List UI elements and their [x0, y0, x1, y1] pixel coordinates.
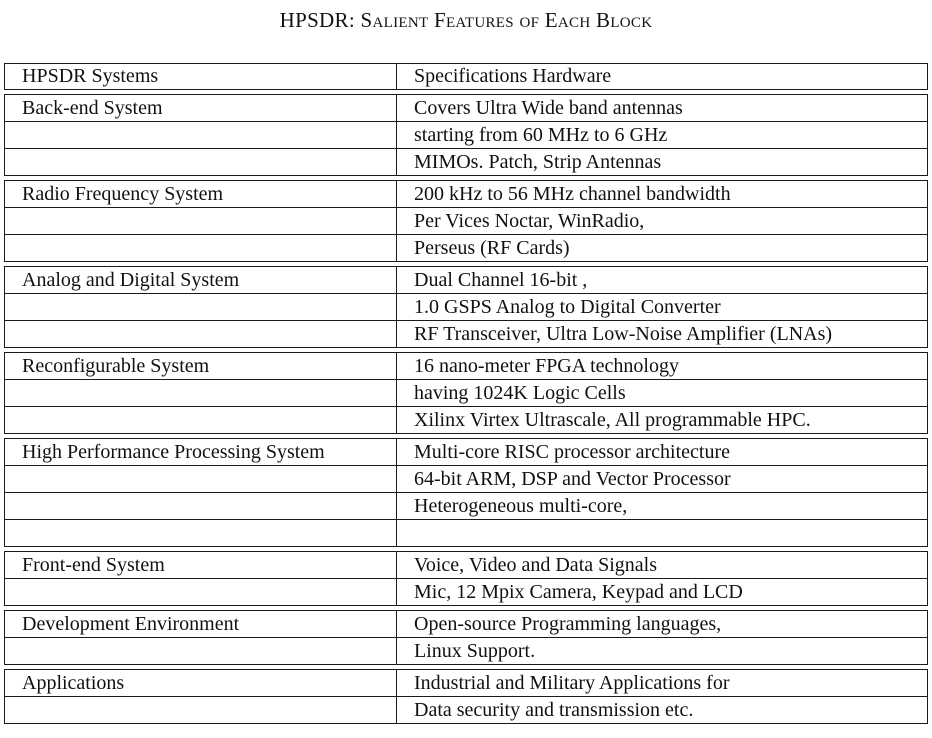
table-row [5, 181, 927, 207]
header-specifications: Specifications Hardware [414, 65, 612, 87]
table-body [4, 94, 928, 724]
spec-cell: 200 kHz to 56 MHz channel bandwidth [414, 183, 731, 205]
empty-cell [5, 638, 397, 664]
table-row [5, 611, 927, 637]
table-row [5, 320, 927, 347]
header-row [5, 64, 927, 89]
table-row [5, 379, 927, 406]
system-name-cell: Development Environment [5, 611, 397, 637]
spec-cell: Mic, 12 Mpix Camera, Keypad and LCD [414, 581, 743, 603]
system-name-cell: Applications [5, 670, 397, 696]
spec-cell: RF Transceiver, Ultra Low-Noise Amplifier (LNAs) [414, 323, 833, 345]
empty-cell [5, 294, 397, 320]
spec-cell: 64-bit ARM, DSP and Vector Processor [414, 468, 731, 490]
spec-cell: Linux Support. [414, 640, 536, 662]
table-row [5, 492, 927, 519]
spec-cell: Multi-core RISC processor architecture [414, 441, 731, 463]
system-name-cell: Radio Frequency System [5, 181, 397, 207]
spec-cell: Dual Channel 16-bit , [414, 269, 588, 291]
empty-cell [5, 466, 397, 492]
spec-cell: 16 nano-meter FPGA technology [414, 355, 679, 377]
empty-cell [5, 407, 397, 433]
header-systems: HPSDR Systems [5, 64, 397, 89]
empty-cell [5, 149, 397, 175]
system-name-cell: Analog and Digital System [5, 267, 397, 293]
system-group [4, 610, 928, 665]
empty-cell [5, 208, 397, 234]
table-row [5, 670, 927, 696]
table-row [5, 267, 927, 293]
empty-cell [5, 520, 397, 546]
table-row [5, 353, 927, 379]
spec-cell: starting from 60 MHz to 6 GHz [414, 124, 668, 146]
system-group [4, 352, 928, 434]
empty-cell [5, 697, 397, 723]
system-group [4, 438, 928, 547]
empty-cell [5, 235, 397, 261]
table-caption: HPSDR: Salient Features of Each Block [279, 8, 653, 32]
table-row [5, 465, 927, 492]
table-row [5, 121, 927, 148]
spec-cell: having 1024K Logic Cells [414, 382, 626, 404]
system-group [4, 180, 928, 262]
system-group [4, 94, 928, 176]
empty-cell [5, 579, 397, 605]
empty-cell [5, 493, 397, 519]
spec-cell: Industrial and Military Applications for [414, 672, 730, 694]
system-name-cell: Reconfigurable System [5, 353, 397, 379]
table-row [5, 406, 927, 433]
spec-cell: MIMOs. Patch, Strip Antennas [414, 151, 662, 173]
spec-cell: Data security and transmission etc. [414, 699, 694, 721]
system-name-cell: Front-end System [5, 552, 397, 578]
spec-cell: Heterogeneous multi-core, [414, 495, 628, 517]
table-row [5, 439, 927, 465]
table-header [4, 63, 928, 90]
system-name-cell: High Performance Processing System [5, 439, 397, 465]
empty-cell [5, 321, 397, 347]
table-row [5, 207, 927, 234]
system-group [4, 551, 928, 606]
spec-cell: Open-source Programming languages, [414, 613, 722, 635]
system-name-cell: Back-end System [5, 95, 397, 121]
table-row [5, 552, 927, 578]
spec-cell [397, 520, 927, 546]
spec-cell: Perseus (RF Cards) [414, 237, 570, 259]
spec-cell: Per Vices Noctar, WinRadio, [414, 210, 645, 232]
table-row [5, 578, 927, 605]
table-row [5, 637, 927, 664]
table-row [5, 148, 927, 175]
table-row [5, 234, 927, 261]
empty-cell [5, 380, 397, 406]
spec-cell: Covers Ultra Wide band antennas [414, 97, 683, 119]
system-group [4, 266, 928, 348]
table-row [5, 95, 927, 121]
table-row [5, 519, 927, 546]
system-group [4, 669, 928, 724]
empty-cell [5, 122, 397, 148]
features-table [4, 63, 928, 728]
spec-cell: Xilinx Virtex Ultrascale, All programmable HPC. [414, 409, 811, 431]
table-row [5, 293, 927, 320]
spec-cell: Voice, Video and Data Signals [414, 554, 658, 576]
table-row [5, 696, 927, 723]
spec-cell: 1.0 GSPS Analog to Digital Converter [414, 296, 721, 318]
